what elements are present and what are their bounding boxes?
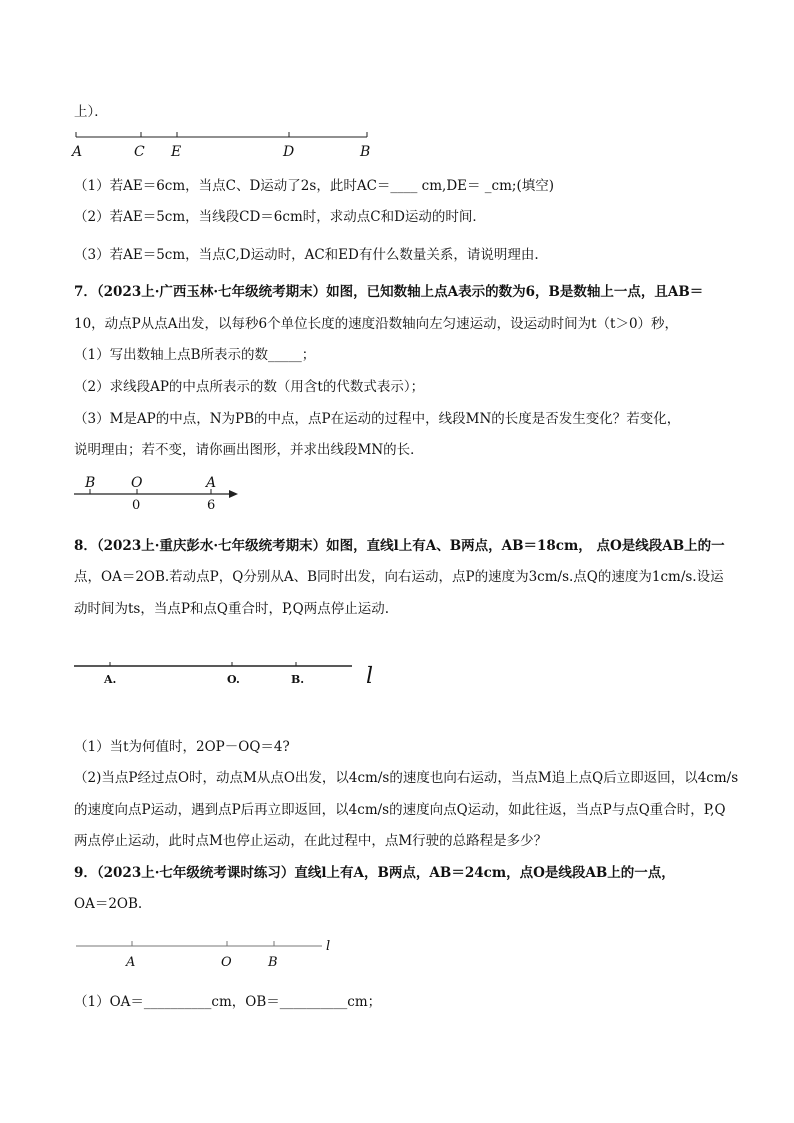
q6-part3: （3）若AE＝5cm，当点C,D运动时，AC和ED有什么数量关系，请说明理由.: [74, 247, 539, 263]
label-d: D: [283, 144, 295, 160]
q7-part2: （2）求线段AP的中点所表示的数（用含t的代数式表示）；: [74, 379, 425, 395]
label-o: O: [221, 955, 232, 970]
label-b: B: [360, 144, 371, 160]
q9-stem-line2: OA＝2OB.: [74, 896, 143, 912]
label-b: B: [85, 475, 96, 491]
tick-label-6: 6: [207, 498, 216, 513]
q8-part2-line2: 的速度向点P运动，遇到点P后再立即返回，以4cm/s的速度向点Q运动，如此往返，当点P与点Q重合时，P,Q: [74, 802, 726, 818]
q6-segment-figure: [0, 128, 794, 162]
q7-number-line: [0, 474, 794, 514]
axis-arrow-icon: [229, 490, 238, 498]
label-a: A: [72, 144, 83, 160]
label-o: O: [131, 475, 143, 491]
q8-stem-line2: 点，OA＝2OB.若动点P，Q分别从A、B同时出发，向右运动，点P的速度为3cm/s.点Q的速度为1cm/s.设运: [74, 569, 724, 585]
label-a: A: [206, 475, 217, 491]
q6-part2: （2）若AE＝5cm，当线段CD＝6cm时，求动点C和D运动的时间．: [74, 209, 486, 225]
label-l: l: [366, 664, 374, 689]
tick-label-0: 0: [132, 498, 141, 513]
q8-part2-line1: （2)当点P经过点O时，动点M从点O出发，以4cm/s的速度也向右运动，当点M追上点Q后立即返回，以4cm/s: [74, 770, 739, 786]
label-a: A: [126, 955, 136, 970]
continuation-text: 上）．: [74, 104, 108, 120]
label-a: A.: [104, 673, 117, 686]
q8-stem-line1: 8．（2023上·重庆彭水·七年级统考期末）如图，直线l上有A、B两点，AB＝18cm， 点O是线段AB上的一: [74, 538, 725, 554]
q8-part1: （1）当t为何值时，2OP－OQ＝4?: [74, 739, 290, 755]
label-o: O.: [227, 673, 240, 686]
q7-part3-line1: （3）M是AP的中点，N为PB的中点，点P在运动的过程中，线段MN的长度是否发生变化？若变化，: [74, 411, 681, 427]
label-c: C: [134, 144, 145, 160]
q8-line-figure: [0, 656, 794, 692]
label-b: B: [268, 955, 278, 970]
q8-stem-line3: 动时间为ts，当点P和点Q重合时，P,Q两点停止运动.: [74, 601, 390, 617]
q7-part1: （1）写出数轴上点B所表示的数_____；: [74, 347, 316, 363]
q9-part1: （1）OA＝__________cm，OB＝__________cm；: [74, 994, 382, 1010]
q9-line-figure: [0, 936, 794, 972]
q8-part2-line3: 两点停止运动，此时点M也停止运动，在此过程中，点M行驶的总路程是多少？: [74, 833, 548, 849]
q7-stem-line2: 10，动点P从点A出发，以每秒6个单位长度的速度沿数轴向左匀速运动，设运动时间为t（t＞0）秒，: [74, 316, 679, 332]
label-l: l: [326, 939, 331, 954]
label-e: E: [171, 144, 182, 160]
q7-part3-line2: 说明理由；若不变，请你画出图形，并求出线段MN的长．: [74, 442, 424, 458]
label-b: B.: [291, 673, 305, 686]
q7-stem-line1: 7．（2023上·广西玉林·七年级统考期末）如图，已知数轴上点A表示的数为6，B是数轴上一点，且AB＝: [74, 284, 704, 300]
q6-part1: （1）若AE＝6cm，当点C、D运动了2s，此时AC＝____ cm,DE＝ _cm;(填空): [74, 178, 555, 194]
q9-stem-line1: 9．（2023上·七年级统考课时练习）直线l上有A，B两点，AB＝24cm，点O是线段AB上的一点，: [74, 865, 675, 881]
